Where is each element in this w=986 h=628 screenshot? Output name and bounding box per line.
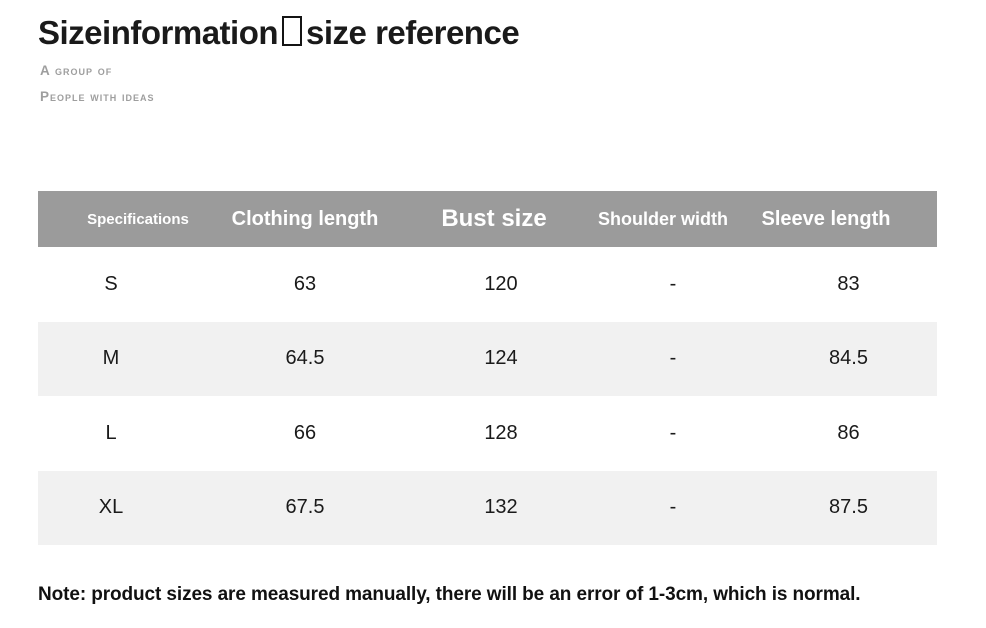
cell-clothing-length: 67.5 xyxy=(285,496,325,519)
brand-tagline xyxy=(40,58,155,110)
cell-bust-size: 120 xyxy=(484,272,518,295)
cell-shoulder-width: - xyxy=(669,496,677,519)
column-header-bust-size: Bust size xyxy=(441,205,547,232)
cell-size: XL xyxy=(98,496,124,519)
tagline-line1: A group of xyxy=(40,63,113,78)
table-row-size-xl xyxy=(38,471,937,546)
cell-bust-size: 128 xyxy=(484,421,518,444)
size-table xyxy=(38,191,937,545)
cell-sleeve-length: 84.5 xyxy=(829,347,868,370)
cell-sleeve-length: 86 xyxy=(837,421,860,444)
table-row-size-l xyxy=(38,396,937,471)
cell-size: L xyxy=(105,421,117,444)
cell-shoulder-width: - xyxy=(669,272,677,295)
column-header-sleeve-length: Sleeve length xyxy=(761,207,891,230)
column-header-clothing-length: Clothing length xyxy=(231,207,379,230)
cell-bust-size: 124 xyxy=(484,347,518,370)
size-table-header-row xyxy=(38,191,937,247)
cell-sleeve-length: 87.5 xyxy=(829,496,868,519)
cell-sleeve-length: 83 xyxy=(837,272,860,295)
page-title-part2: size reference xyxy=(306,14,520,51)
cell-shoulder-width: - xyxy=(669,347,677,370)
cell-clothing-length: 64.5 xyxy=(285,347,325,370)
column-header-shoulder-width: Shoulder width xyxy=(598,208,728,229)
cell-clothing-length: 63 xyxy=(293,272,317,295)
page-title xyxy=(38,14,519,52)
tagline-line2: People with ideas xyxy=(40,89,155,104)
cell-size: M xyxy=(102,347,120,370)
cell-bust-size: 132 xyxy=(484,496,518,519)
page-title-part1: Sizeinformation xyxy=(38,14,279,51)
table-row-size-m xyxy=(38,322,937,397)
measurement-note: Note: product sizes are measured manually, there will be an error of 1-3cm, which is normal. xyxy=(38,584,861,605)
cell-clothing-length: 66 xyxy=(293,421,317,444)
cell-shoulder-width: - xyxy=(669,421,677,444)
table-row-size-s xyxy=(38,247,937,322)
column-header-specifications: Specifications xyxy=(87,210,189,228)
cell-size: S xyxy=(104,272,118,295)
missing-glyph-box xyxy=(282,16,302,46)
